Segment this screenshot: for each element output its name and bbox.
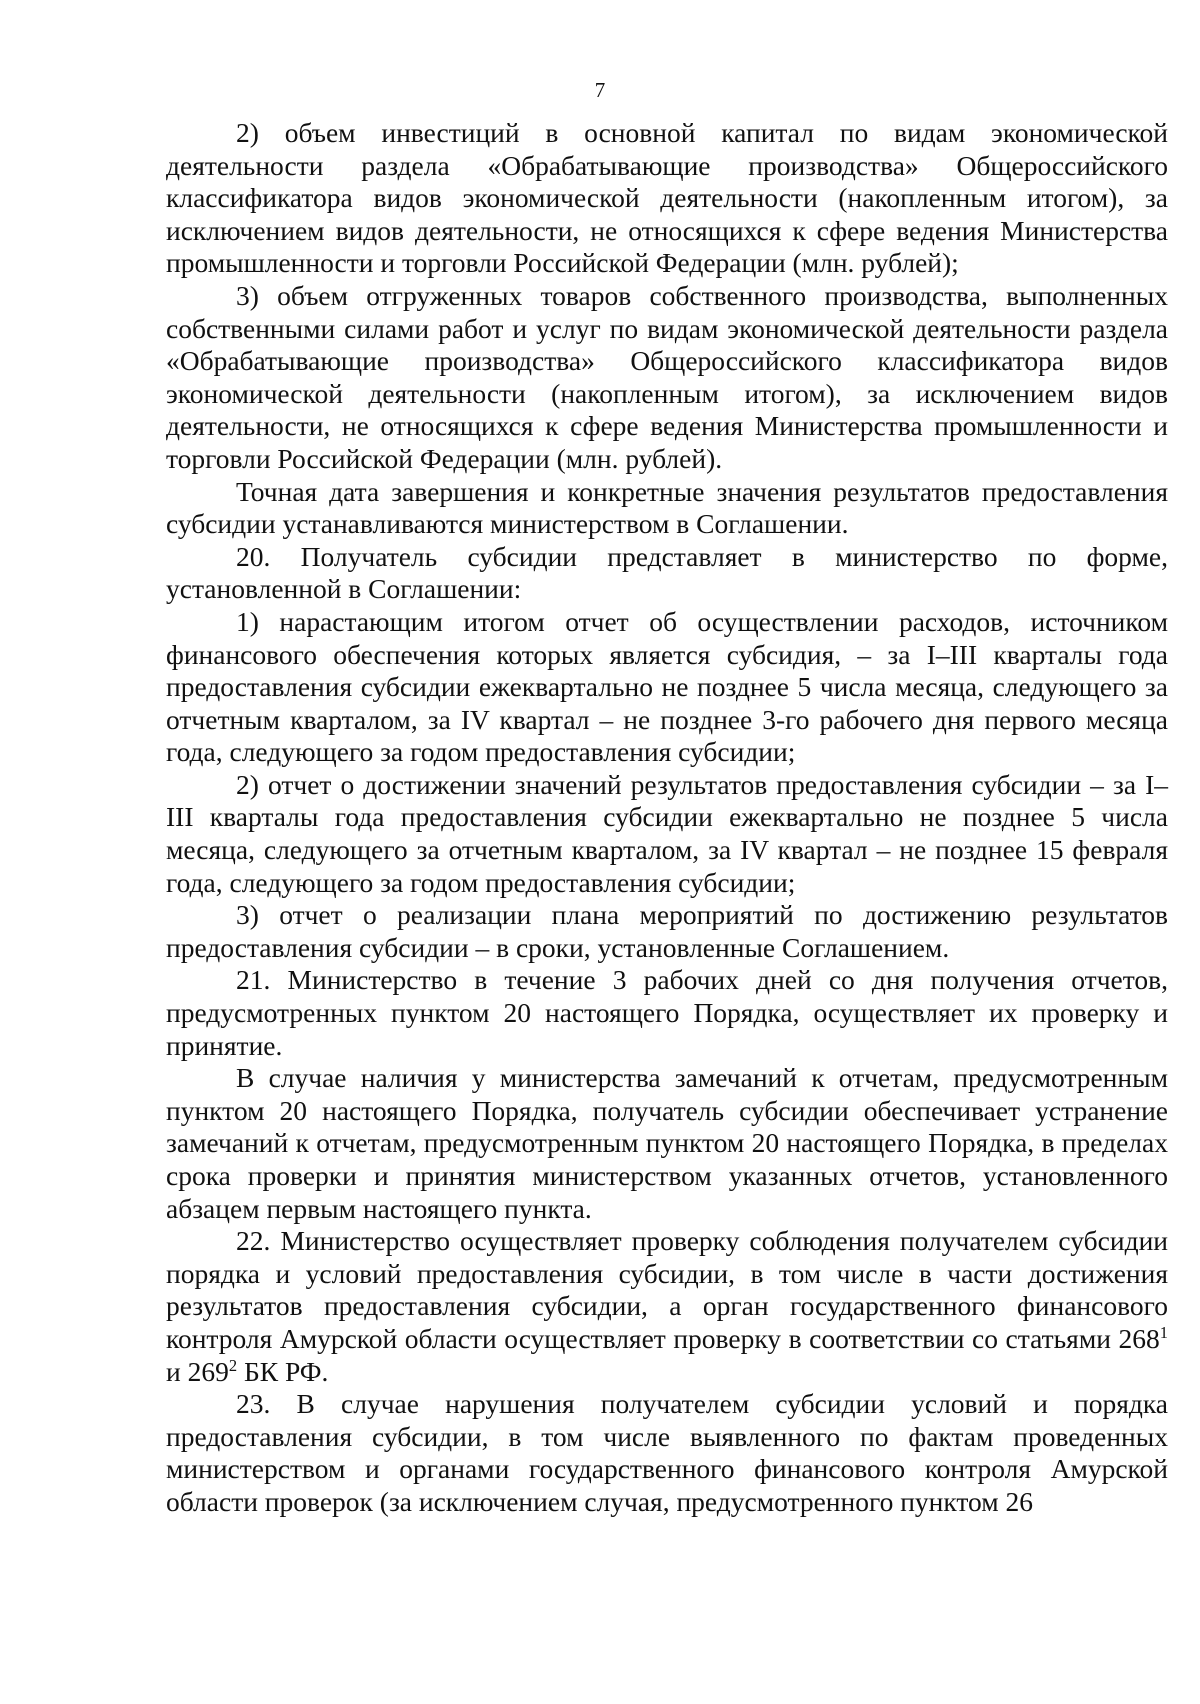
document-body	[166, 117, 1168, 1519]
paragraph-22-mid: и 269	[166, 1355, 229, 1387]
paragraph-20-item-3: 3) отчет о реализации плана мероприятий по достижению результатов предоставления субсидии – в сроки, установленные Соглашением.	[166, 899, 1168, 963]
superscript-2: 2	[228, 1355, 238, 1375]
paragraph-22-end: БК РФ.	[237, 1355, 329, 1387]
paragraph-20-item-1: 1) нарастающим итогом отчет об осуществлении расходов, источником финансового обеспечения которых является субсидия, – за I–III кварталы года предоставления субсидии ежеквартально не позднее 5 числа месяца, следующего за отчетным кварталом, за IV квартал – не позднее 3-го рабочего дня первого месяца года, следующего за годом предоставления субсидии;	[166, 605, 1168, 768]
paragraph-exact-date: Точная дата завершения и конкретные значения результатов предоставления субсидии устанавливаются министерством в Соглашении.	[166, 475, 1168, 540]
paragraph-20: 20. Получатель субсидии представляет в министерство по форме, установленной в Соглашении:	[166, 540, 1168, 605]
paragraph-22-text: 22. Министерство осуществляет проверку соблюдения получателем субсидии порядка и условий предоставления субсидии, в том числе в части достижения результатов предоставления субсидии, а орган государственного финансового контроля Амурской области осуществляет проверку в соответствии со статьями 268	[166, 1225, 1168, 1354]
paragraph-20-item-2: 2) отчет о достижении значений результатов предоставления субсидии – за I–III кварталы года предоставления субсидии ежеквартально не позднее 5 числа месяца, следующего за отчетным кварталом, за IV квартал – не позднее 15 февраля года, следующего за годом предоставления субсидии;	[166, 768, 1168, 898]
paragraph-21-remarks: В случае наличия у министерства замечаний к отчетам, предусмотренным пунктом 20 настоящего Порядка, получатель субсидии обеспечивает устранение замечаний к отчетам, предусмотренным пунктом 20 настоящего Порядка, в пределах срока проверки и принятия министерством указанных отчетов, установленного абзацем первым настоящего пункта.	[166, 1062, 1168, 1224]
superscript-1: 1	[1159, 1322, 1168, 1342]
paragraph-21: 21. Министерство в течение 3 рабочих дней со дня получения отчетов, предусмотренных пунктом 20 настоящего Порядка, осуществляет их проверку и принятие.	[166, 964, 1168, 1061]
paragraph-23: 23. В случае нарушения получателем субсидии условий и порядка предоставления субсидии, в том числе выявленного по фактам проведенных министерством и органами государственного финансового контроля Амурской области проверок (за исключением случая, предусмотренного пунктом 26	[166, 1388, 1168, 1517]
paragraph-22	[166, 1225, 1168, 1388]
paragraph-item-3-shipped-goods: 3) объем отгруженных товаров собственного производства, выполненных собственными силами работ и услуг по видам экономической деятельности раздела «Обрабатывающие производства» Общероссийского классификатора видов экономической деятельности (накопленным итогом), за исключением видов деятельности, не относящихся к сфере ведения Министерства промышленности и торговли Российской Федерации (млн. рублей).	[166, 279, 1168, 474]
page-number: 7	[594, 78, 606, 102]
paragraph-item-2-investments: 2) объем инвестиций в основной капитал по видам экономической деятельности раздела «Обрабатывающие производства» Общероссийского классификатора видов экономической деятельности (накопленным итогом), за исключением видов деятельности, не относящихся к сфере ведения Министерства промышленности и торговли Российской Федерации (млн. рублей);	[166, 117, 1168, 279]
